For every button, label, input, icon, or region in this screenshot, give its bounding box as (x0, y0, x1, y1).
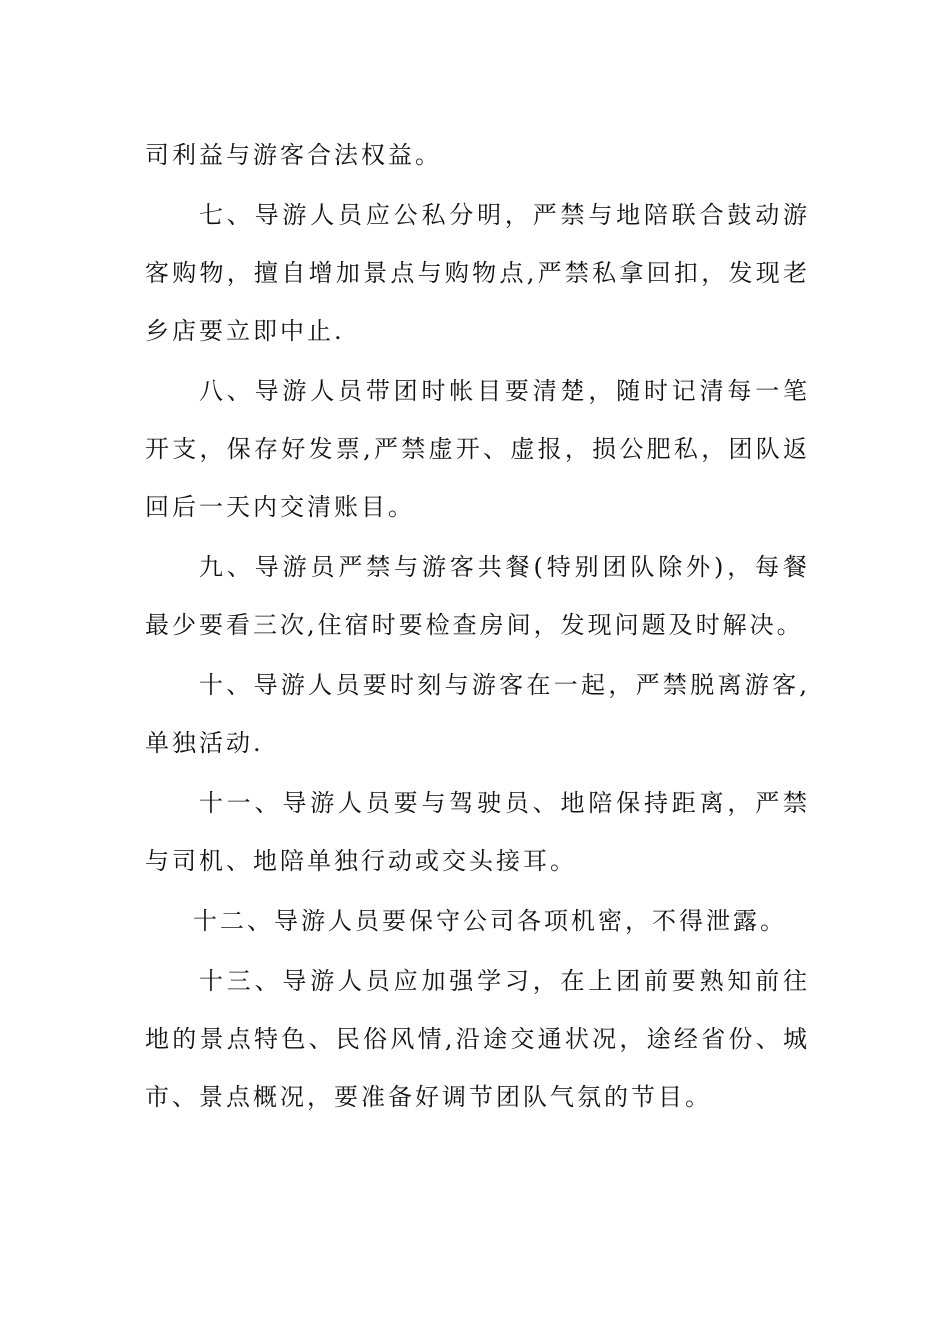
paragraph-8: 八、导游人员带团时帐目要清楚，随时记清每一笔开支，保存好发票,严禁虚开、虚报，损公肥私，团队返回后一天内交清账目。 (145, 377, 810, 521)
paragraph-13: 十三、导游人员应加强学习，在上团前要熟知前往地的景点特色、民俗风情,沿途交通状况，途经省份、城市、景点概况，要准备好调节团队气氛的节目。 (145, 967, 810, 1111)
paragraph-9: 九、导游员严禁与游客共餐(特别团队除外)，每餐最少要看三次,住宿时要检查房间，发现问题及时解决。 (145, 553, 810, 639)
document-body (145, 126, 810, 1128)
paragraph-12: 十二、导游人员要保守公司各项机密，不得泄露。 (193, 907, 787, 935)
paragraph-7: 七、导游人员应公私分明，严禁与地陪联合鼓动游客购物，擅自增加景点与购物点,严禁私拿回扣，发现老乡店要立即中止. (145, 201, 810, 345)
paragraph-11: 十一、导游人员要与驾驶员、地陪保持距离，严禁与司机、地陪单独行动或交头接耳。 (145, 789, 810, 875)
paragraph-continuation: 司利益与游客合法权益。 (145, 141, 442, 169)
paragraph-10: 十、导游人员要时刻与游客在一起，严禁脱离游客,单独活动. (145, 671, 810, 757)
